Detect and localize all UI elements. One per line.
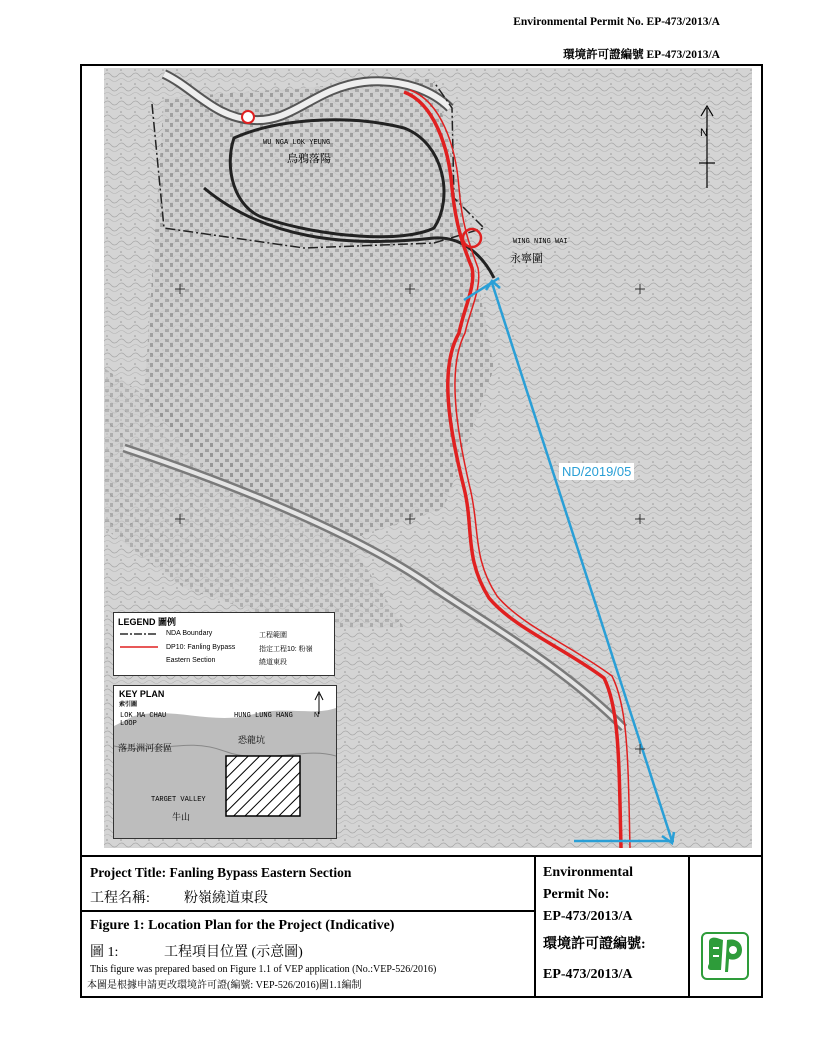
label-wu-nga-lok-yeung: WU NGA LOK YEUNG [263, 139, 331, 147]
ep-label-zh: 環境許可證編號: [543, 937, 646, 952]
label-wu-nga-lok-yeung-zh: 烏鴉落陽 [287, 153, 331, 165]
figure-title-cell [80, 910, 536, 998]
title-block [80, 855, 763, 998]
legend-nda-en: NDA Boundary [166, 630, 213, 637]
label-target-valley: TARGET VALLEY [151, 796, 206, 804]
permit-header-en: Environmental Permit No. EP-473/2013/A [513, 16, 720, 28]
key-plan-map [114, 686, 336, 838]
ep-number-2: EP-473/2013/A [543, 967, 633, 982]
project-title: Project Title: Fanling Bypass Eastern Section [90, 865, 352, 880]
roundabout [242, 111, 254, 123]
figure-zh: 工程項目位置 (示意圖) [164, 945, 303, 960]
label-wing-ning-wai-zh: 永寧圍 [510, 253, 543, 265]
label-wing-ning-wai: WING NING WAI [513, 238, 568, 246]
legend-eastern-en: Eastern Section [166, 657, 216, 664]
figure-zh-label: 圖 1: [90, 945, 119, 960]
label-hung-lung-hang: HUNG LUNG HANG [234, 712, 293, 720]
ep-label-1: Environmental [543, 865, 633, 880]
ep-cell [534, 855, 690, 998]
figure-title: Figure 1: Location Plan for the Project (Indicative) [90, 918, 395, 933]
legend-dp10-zh: 指定工程10: 粉嶺 [259, 646, 313, 653]
figure-note-zh: 本圖是根據申請更改環境許可證(編號: VEP-526/2016)圖1.1編制 [87, 980, 362, 991]
epd-logo [701, 932, 749, 980]
key-plan-title: KEY PLAN [119, 689, 165, 699]
legend-title: LEGEND 圖例 [118, 617, 177, 627]
key-plan-title-zh: 索引圖 [119, 702, 138, 708]
label-lok-ma-chau-zh: 落馬洲河套區 [118, 743, 173, 753]
ep-label-2: Permit No: [543, 887, 610, 902]
key-plan [113, 685, 337, 839]
legend-nda-zh: 工程範圍 [259, 632, 287, 639]
north-label: N [700, 127, 708, 139]
legend [113, 612, 335, 676]
ep-number: EP-473/2013/A [543, 909, 633, 924]
legend-dp10-en: DP10: Fanling Bypass [166, 644, 236, 651]
nd-2019-05-label: ND/2019/05 [559, 463, 634, 480]
project-title-zh-label: 工程名稱: [90, 891, 150, 906]
figure-note-en: This figure was prepared based on Figure 1.1 of VEP application (No.:VEP-526/2016) [90, 964, 437, 975]
permit-header-zh: 環境許可證編號 EP-473/2013/A [563, 49, 720, 61]
label-lok-ma-chau: LOK MA CHAU LOOP [120, 712, 167, 728]
label-target-valley-zh: 牛山 [172, 812, 191, 822]
project-title-cell [80, 855, 536, 912]
logo-cell [688, 855, 763, 998]
key-plan-north-label: N [314, 712, 320, 719]
legend-symbols [120, 630, 160, 660]
legend-eastern-zh: 繞道東段 [259, 659, 287, 666]
key-plan-site-box [226, 756, 300, 816]
label-hung-lung-hang-zh: 恐龍坑 [238, 735, 266, 745]
project-title-zh: 粉嶺繞道東段 [184, 891, 268, 906]
